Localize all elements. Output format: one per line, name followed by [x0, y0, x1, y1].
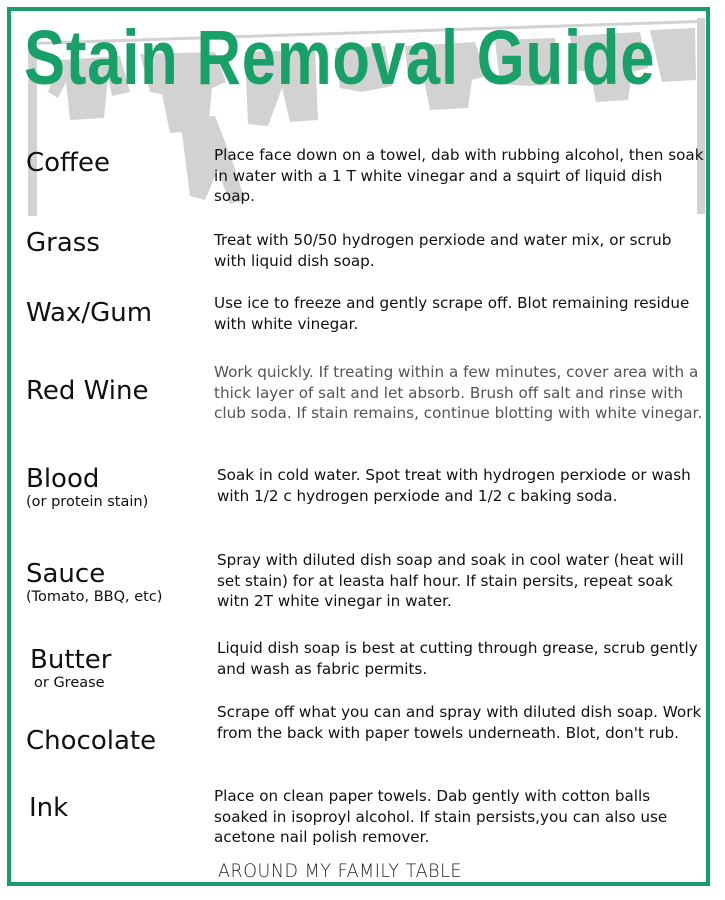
stain-label — [26, 560, 162, 606]
stain-label — [26, 377, 149, 406]
stain-subtitle: (or protein stain) — [26, 493, 149, 510]
stain-description: Place face down on a towel, dab with rubbing alcohol, then soak in water with a 1 T white vinegar and a squirt of liquid dish soap. — [214, 146, 704, 205]
stain-name: Grass — [26, 228, 100, 258]
stain-description: Spray with diluted dish soap and soak in cool water (heat will set stain) for at leasta half hour. If stain persits, repeat soak witn 2T white vinegar in water. — [217, 551, 684, 610]
stain-description: Scrape off what you can and spray with diluted dish soap. Work from the back with paper towels underneath. Blot, don't rub. — [217, 703, 702, 742]
stain-description: Treat with 50/50 hydrogen perxiode and water mix, or scrub with liquid dish soap. — [214, 231, 672, 270]
page-title: Stain Removal Guide — [24, 15, 656, 101]
stain-name: Coffee — [26, 148, 110, 178]
stain-description: Place on clean paper towels. Dab gently with cotton balls soaked in isoproyl alcohol. If stain persists,you can also use acetone nail polish remover. — [214, 787, 668, 846]
stain-label — [26, 465, 148, 511]
stain-description: Soak in cold water. Spot treat with hydrogen perxiode or wash with 1/2 c hydrogen perxiode and 1/2 c baking soda. — [217, 466, 691, 505]
stain-label — [26, 727, 156, 756]
stain-label — [26, 149, 110, 178]
stain-label — [29, 794, 68, 823]
stain-label — [26, 299, 152, 328]
stain-name: Red Wine — [26, 376, 149, 406]
stain-name: Butter — [30, 645, 112, 675]
stain-subtitle: (Tomato, BBQ, etc) — [26, 588, 163, 605]
stain-name: Blood — [26, 464, 100, 494]
stain-subtitle: or Grease — [34, 674, 105, 691]
stain-label — [26, 229, 100, 258]
stain-label — [30, 646, 111, 692]
stain-description: Work quickly. If treating within a few minutes, cover area with a thick layer of salt and let absorb. Brush off salt and rinse with club soda. If stain remains, continue blotting with white vinegar. — [214, 363, 703, 422]
stain-name: Chocolate — [26, 726, 157, 756]
stain-description: Use ice to freeze and gently scrape off. Blot remaining residue with white vinegar. — [214, 294, 690, 333]
footer-brand: AROUND MY FAMILY TABLE — [218, 860, 463, 882]
stain-name: Wax/Gum — [26, 298, 153, 328]
stain-name: Ink — [29, 793, 69, 823]
stain-name: Sauce — [26, 559, 106, 589]
stain-description: Liquid dish soap is best at cutting through grease, scrub gently and wash as fabric permits. — [217, 639, 698, 678]
